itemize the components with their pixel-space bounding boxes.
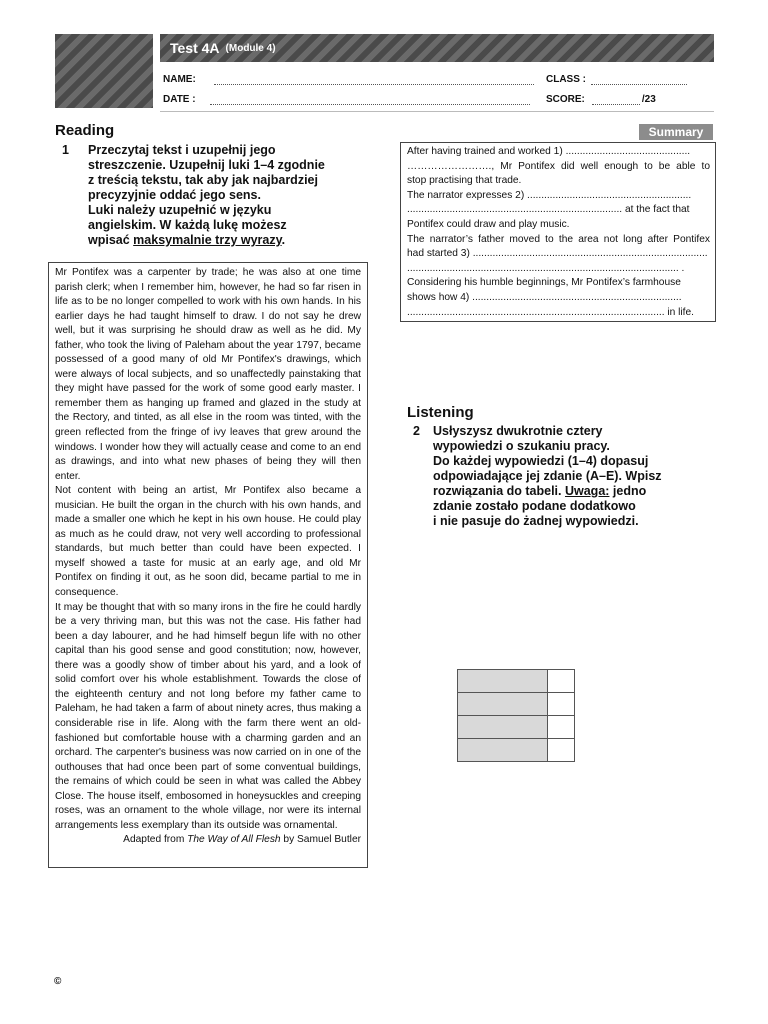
table-row (458, 739, 575, 762)
table-row (458, 716, 575, 739)
listening-instructions (413, 424, 713, 534)
date-field[interactable] (210, 94, 530, 105)
reading-paragraph: Not content with being an artist, Mr Pontifex also became a musician. He built the organ in the church with his own hands, and made a smaller one which he kept in his own house. He could play as much as he could draw, not very well according to professional standards, but much better than could have been expected. I myself showed a taste for music at an early age, and old Mr Pontifex on finding it out, as he soon did, became partial to me in consequence. (55, 485, 361, 599)
test-title: Test 4A (170, 40, 220, 56)
instr-line: Do każdej wypowiedzi (1–4) dopasuj (433, 454, 649, 468)
instr-underlined: maksymalnie trzy wyrazy (133, 233, 282, 247)
reading-paragraph: It may be thought that with so many irons in the fire he could hardly be a very thriving man, but this was not the case. His father had been a day labourer, and he had himself begun life with no other capital than his good sense and good constitution; now, however, there was a goodly show of timber about his yard, and a look of solid comfort over his whole establishment. Towards the close of the eighteenth century and not long before my father came to Paleham, he had taken a farm of about ninety acres, thus making a considerable rise in life. Along with the farm there went an old-fashioned but comfortable house with a charming garden and an orchard. The carpenter's business was now carried on in one of the outhouses that had once been part of some conventual buildings, the remains of which could be seen in what was called the Abbey Close. The house itself, embosomed in honeysuckles and creeping roses, was an ornament to the whole village, nor were its internal arrangements less exemplary than its outside was ornamental. (55, 601, 361, 831)
table-row (458, 670, 575, 693)
answer-label-cell (458, 739, 548, 762)
summary-line: ................................................................................................ . (407, 262, 685, 274)
score-field[interactable] (592, 94, 640, 105)
source-prefix: Adapted from (123, 834, 188, 846)
instr-line: angielskim. W każdą lukę możesz (88, 218, 287, 232)
class-row (546, 74, 687, 85)
summary-line: The narrator expresses 2) .......................................................... (407, 189, 692, 201)
title-bar (160, 34, 714, 62)
instr-line: wypowiedzi o szukaniu pracy. (433, 439, 610, 453)
name-label: NAME: (163, 74, 196, 85)
answer-label-cell (458, 716, 548, 739)
instr-line: zdanie zostało podane dodatkowo (433, 499, 636, 513)
class-field[interactable] (591, 74, 687, 85)
instr-line: Usłyszysz dwukrotnie cztery (433, 424, 603, 438)
reading-paragraph: Mr Pontifex was a carpenter by trade; he was also at one time parish clerk; when I remember him, however, he had so far risen in life as to be no longer compelled to work with his own hands. In his earlier days he had taught himself to draw. I do not say he drew well, but it was surprising he should draw as well as he did. My father, who took the living of Paleham about the year 1797, became possessed of a good many of old Mr Pontifex's drawings, which were always of local subjects, and so unaffectedly painstaking that they might have passed for the work of some good early master. I remember them as hanging up framed and glazed in the study at the Rectory, and tinted, as all else in the room was tinted, with the green reflected from the fringe of ivy leaves that grew around the windows. I wonder how they will actually cease and come to an end as drawings, and into what new phases of being they will then enter. (55, 267, 361, 482)
listening-heading: Listening (407, 404, 474, 421)
instr-text: . (281, 233, 286, 247)
summary-line: ............................................................................ at the fact that (407, 204, 690, 216)
answer-label-cell (458, 693, 548, 716)
answer-table (457, 669, 575, 762)
instr-line: Przeczytaj tekst i uzupełnij jego (88, 143, 276, 157)
source-title: The Way of All Flesh (187, 834, 281, 846)
score-label: SCORE: (546, 94, 585, 105)
instr-line: i nie pasuje do żadnej wypowiedzi. (433, 514, 639, 528)
instr-line: z treścią tekstu, tak aby jak najbardziej (88, 173, 318, 187)
name-field[interactable] (214, 74, 534, 85)
instr-line (433, 484, 662, 499)
instr-line: odpowiadające jej zdanie (A–E). Wpisz (433, 469, 662, 483)
answer-cell[interactable] (548, 739, 575, 762)
answer-cell[interactable] (548, 716, 575, 739)
summary-line: The narrator’s father moved to the area not long after Pontifex (407, 233, 710, 245)
instr-line: streszczenie. Uzupełnij luki 1–4 zgodnie (88, 158, 325, 172)
source-suffix: by Samuel Butler (280, 834, 361, 846)
summary-line: Considering his humble beginnings, Mr Pontifex’s farmhouse (407, 277, 681, 289)
task-number: 2 (413, 424, 420, 438)
task-number: 1 (62, 143, 69, 157)
summary-line: ……………………., Mr Pontifex did well enough to be able to (407, 160, 710, 172)
copyright: © (54, 976, 62, 987)
table-row (458, 693, 575, 716)
module-label: (Module 4) (225, 42, 276, 54)
answer-label-cell (458, 670, 548, 693)
reading-text-box (48, 262, 368, 868)
summary-line: stop practising that trade. (407, 175, 522, 187)
summary-line: ........................................................................................... in life. (407, 306, 695, 318)
instr-line: precyzyjnie oddać jego sens. (88, 188, 261, 202)
summary-line: After having trained and worked 1) ............................................ (407, 146, 691, 157)
reading-heading: Reading (55, 122, 115, 139)
summary-line: Pontifex could draw and play music. (407, 218, 570, 230)
header-logo-block (55, 34, 153, 108)
instr-line (88, 233, 325, 248)
instr-text: wpisać (88, 233, 134, 247)
class-label: CLASS : (546, 74, 586, 85)
instr-text: jedno (609, 484, 647, 498)
score-row (546, 94, 656, 105)
instr-underlined: Uwaga: (564, 484, 610, 498)
instr-line: Luki należy uzupełnić w języku (88, 203, 272, 217)
summary-box (400, 142, 716, 322)
summary-line: shows how 4) .......................................................................... (407, 291, 682, 303)
instr-text: rozwiązania do tabeli. (433, 484, 565, 498)
answer-cell[interactable] (548, 670, 575, 693)
header-divider (160, 111, 714, 112)
reading-instructions (62, 143, 372, 253)
source-credit (55, 833, 361, 848)
summary-label: Summary (639, 124, 713, 140)
score-total: /23 (641, 94, 656, 105)
date-row (163, 94, 530, 105)
name-row (163, 74, 534, 85)
answer-cell[interactable] (548, 693, 575, 716)
date-label: DATE : (163, 94, 196, 105)
summary-line: had started 3) ................................................................................... (407, 248, 708, 260)
